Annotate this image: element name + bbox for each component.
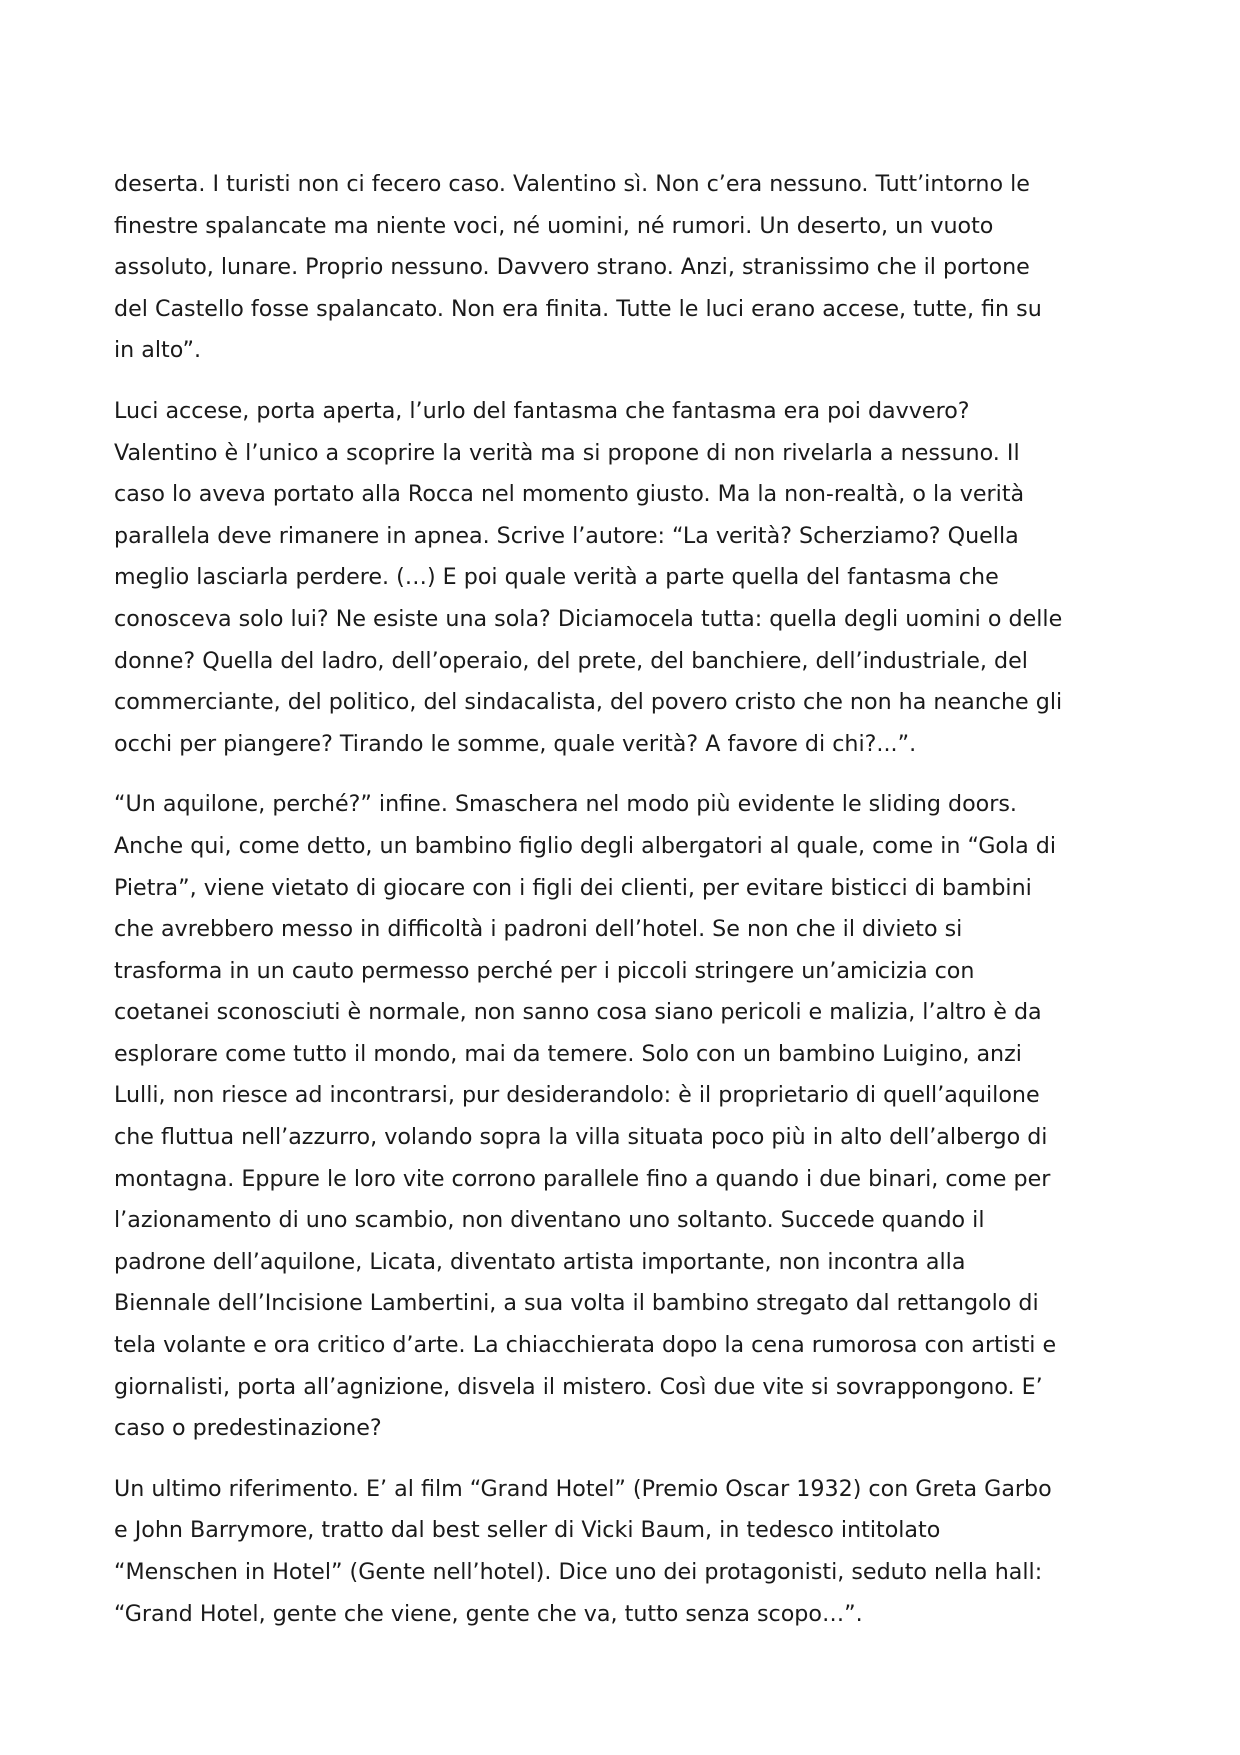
text-line: e John Barrymore, tratto dal best seller di Vicki Baum, in tedesco intitolato <box>114 1517 941 1544</box>
text-line: meglio lasciarla perdere. (…) E poi quale verità a parte quella del fantasma che <box>114 564 999 591</box>
text-line: Valentino è l’unico a scoprire la verità ma si propone di non rivelarla a nessuno. Il <box>114 439 1020 466</box>
text-line: l’azionamento di uno scambio, non diventano uno soltanto. Succede quando il <box>114 1207 985 1234</box>
text-line: giornalisti, porta all’agnizione, disvela il mistero. Così due vite si sovrappongono. E’ <box>114 1373 1043 1400</box>
text-line: finestre spalancate ma niente voci, né uomini, né rumori. Un deserto, un vuoto <box>114 212 994 239</box>
text-line: “Menschen in Hotel” (Gente nell’hotel). Dice uno dei protagonisti, seduto nella hall: <box>114 1559 1043 1585</box>
text-line: Anche qui, come detto, un bambino figlio degli albergatori al quale, come in “Gola di <box>114 832 1057 859</box>
text-line: caso o predestinazione? <box>114 1415 382 1442</box>
text-line: Pietra”, viene vietato di giocare con i figli dei clienti, per evitare bisticci di bambini <box>114 874 1032 901</box>
text-line: assoluto, lunare. Proprio nessuno. Davvero strano. Anzi, stranissimo che il portone <box>114 254 1030 281</box>
text-line: in alto”. <box>114 337 202 364</box>
text-line: Un ultimo riferimento. E’ al film “Grand Hotel” (Premio Oscar 1932) con Greta Garbo <box>114 1475 1052 1502</box>
text-line: “Un aquilone, perché?” infine. Smaschera nel modo più evidente le sliding doors. <box>114 791 1017 818</box>
paragraph-2 <box>114 391 1134 765</box>
text-line: montagna. Eppure le loro vite corrono parallele fino a quando i due binari, come per <box>114 1165 1051 1192</box>
text-line: deserta. I turisti non ci fecero caso. Valentino sì. Non c’era nessuno. Tutt’intorno le <box>114 171 1030 197</box>
text-line: caso lo aveva portato alla Rocca nel momento giusto. Ma la non-realtà, o la verità <box>114 481 1025 508</box>
text-line: del Castello fosse spalancato. Non era finita. Tutte le luci erano accese, tutte, fin su <box>114 295 1042 322</box>
text-line: che fluttua nell’azzurro, volando sopra la villa situata poco più in alto dell’albergo di <box>114 1124 1048 1151</box>
text-line: commerciante, del politico, del sindacalista, del povero cristo che non ha neanche gli <box>114 689 1063 716</box>
text-line: esplorare come tutto il mondo, mai da temere. Solo con un bambino Luigino, anzi <box>114 1040 1022 1067</box>
text-line: che avrebbero messo in difficoltà i padroni dell’hotel. Se non che il divieto si <box>114 916 963 943</box>
text-line: “Grand Hotel, gente che viene, gente che va, tutto senza scopo…”. <box>114 1600 863 1627</box>
text-line: padrone dell’aquilone, Licata, diventato artista importante, non incontra alla <box>114 1248 966 1275</box>
paragraph-4 <box>114 1469 1134 1635</box>
paragraph-1 <box>114 164 1134 372</box>
text-line: parallela deve rimanere in apnea. Scrive l’autore: “La verità? Scherziamo? Quella <box>114 522 1019 549</box>
document-page <box>114 164 1134 1654</box>
paragraph-3 <box>114 784 1134 1450</box>
text-line: conosceva solo lui? Ne esiste una sola? Diciamocela tutta: quella degli uomini o delle <box>114 605 1063 632</box>
text-line: occhi per piangere? Tirando le somme, quale verità? A favore di chi?...”. <box>114 730 917 757</box>
text-line: Biennale dell’Incisione Lambertini, a sua volta il bambino stregato dal rettangolo di <box>114 1290 1039 1317</box>
text-line: tela volante e ora critico d’arte. La chiacchierata dopo la cena rumorosa con artisti e <box>114 1332 1057 1359</box>
text-line: donne? Quella del ladro, dell’operaio, del prete, del banchiere, dell’industriale, del <box>114 647 1028 674</box>
text-line: trasforma in un cauto permesso perché per i piccoli stringere un’amicizia con <box>114 957 975 984</box>
text-line: Lulli, non riesce ad incontrarsi, pur desiderandolo: è il proprietario di quell’aquilone <box>114 1082 1040 1109</box>
text-line: coetanei sconosciuti è normale, non sanno cosa siano pericoli e malizia, l’altro è da <box>114 999 1042 1026</box>
text-line: Luci accese, porta aperta, l’urlo del fantasma che fantasma era poi davvero? <box>114 397 970 424</box>
